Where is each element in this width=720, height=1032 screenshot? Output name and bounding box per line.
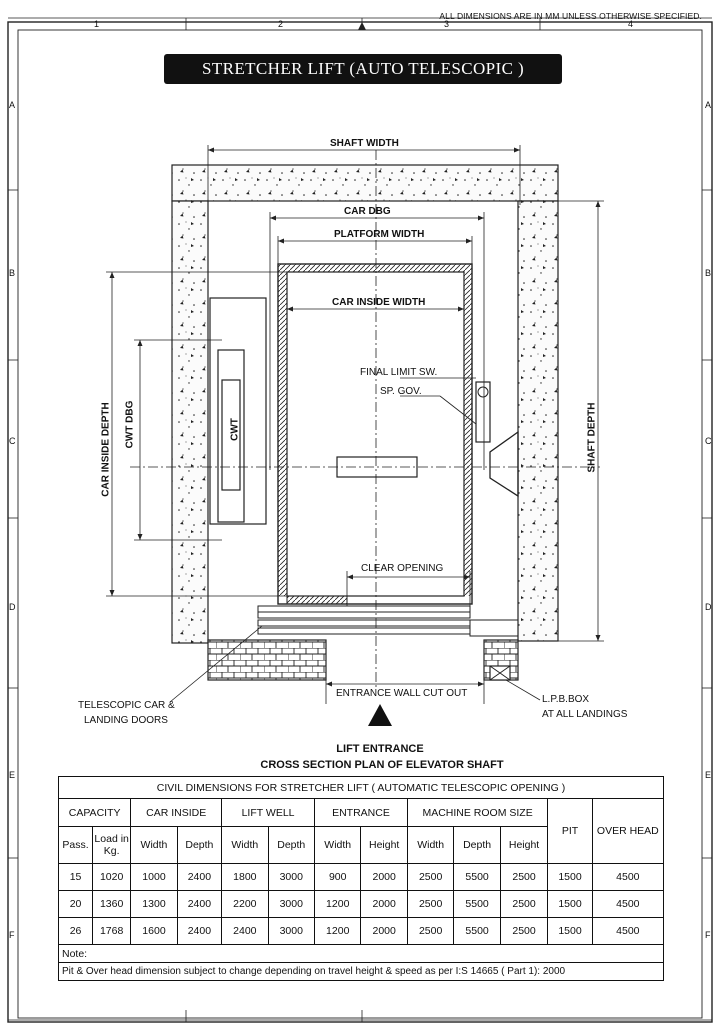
table-cell: 20 <box>59 891 93 918</box>
table-cell: 4500 <box>592 891 663 918</box>
entrance-arrow <box>368 704 392 726</box>
grid-row-e: E <box>9 770 16 780</box>
table-row <box>59 918 664 945</box>
table-cell: 1020 <box>93 864 131 891</box>
table-cell: 2200 <box>222 891 268 918</box>
machine-room-depth-header: Depth <box>454 827 500 864</box>
telescopic-doors-label-2: LANDING DOORS <box>84 715 168 726</box>
shaft-width-label: SHAFT WIDTH <box>330 138 399 149</box>
well-width-header: Width <box>222 827 268 864</box>
machine-room-width-header: Width <box>407 827 453 864</box>
table-cell: 1200 <box>315 891 361 918</box>
grid-row-e-right: E <box>705 770 712 780</box>
table-cell: 1200 <box>315 918 361 945</box>
table-cell: 900 <box>315 864 361 891</box>
shaft-wall-right <box>518 201 558 641</box>
table-cell: 2500 <box>407 918 453 945</box>
table-row <box>59 891 664 918</box>
table-cell: 5500 <box>454 864 500 891</box>
machine-room-height-header: Height <box>500 827 547 864</box>
grid-row-f-right: F <box>705 930 711 940</box>
table-cell: 4500 <box>592 918 663 945</box>
note-text: Pit & Over head dimension subject to change depending on travel height & speed as per I:S 14665 ( Part 1): 2000 <box>59 963 664 981</box>
table-note-row <box>59 963 664 981</box>
cwt-label: CWT <box>229 418 241 441</box>
table-cell: 15 <box>59 864 93 891</box>
civil-dimensions-table <box>58 776 664 981</box>
shaft-wall-left <box>172 201 208 643</box>
entrance-height-header: Height <box>361 827 407 864</box>
table-cell: 2500 <box>407 864 453 891</box>
car-inside-width-label: CAR INSIDE WIDTH <box>332 297 426 308</box>
car-inside-depth-label: CAR INSIDE DEPTH <box>100 402 112 497</box>
grid-column-3: 3 <box>444 19 450 29</box>
shaft-depth-label: SHAFT DEPTH <box>586 402 598 473</box>
center-mark-top <box>358 22 366 30</box>
table-cell: 1600 <box>131 918 177 945</box>
table-cell: 1500 <box>548 891 592 918</box>
table-cell: 26 <box>59 918 93 945</box>
table-cell: 5500 <box>454 918 500 945</box>
table-title-row <box>59 777 664 799</box>
car-dbg-label: CAR DBG <box>344 206 391 217</box>
table-group-header-row <box>59 799 664 827</box>
table-cell: 5500 <box>454 891 500 918</box>
table-cell: 1000 <box>131 864 177 891</box>
dimension-units-note: ALL DIMENSIONS ARE IN MM UNLESS OTHERWISE SPECIFIED. <box>439 11 702 21</box>
car-width-header: Width <box>131 827 177 864</box>
lpb-box-label-1: L.P.B.BOX <box>542 694 590 705</box>
car-outer <box>278 264 472 604</box>
note-label: Note: <box>59 945 664 963</box>
table-cell: 4500 <box>592 864 663 891</box>
entrance-width-header: Width <box>315 827 361 864</box>
table-cell: 3000 <box>268 864 314 891</box>
entrance-header: ENTRANCE <box>315 799 408 827</box>
speed-governor-label: SP. GOV. <box>380 386 422 397</box>
table-row <box>59 864 664 891</box>
grid-row-b-right: B <box>705 268 712 278</box>
grid-row-b: B <box>9 268 16 278</box>
well-depth-header: Depth <box>268 827 314 864</box>
entrance-wall-left <box>208 640 326 680</box>
platform-width-label: PLATFORM WIDTH <box>334 229 425 240</box>
final-limit-switch-label: FINAL LIMIT SW. <box>360 367 438 378</box>
telescopic-doors <box>258 606 470 634</box>
table-cell: 2400 <box>177 891 221 918</box>
table-cell: 1360 <box>93 891 131 918</box>
pit-header: PIT <box>548 799 592 864</box>
table-cell: 2500 <box>500 864 547 891</box>
grid-column-2: 2 <box>278 19 284 29</box>
telescopic-doors-label-1: TELESCOPIC CAR & <box>78 700 175 711</box>
table-cell: 2500 <box>500 891 547 918</box>
entrance-wall-label: ENTRANCE WALL CUT OUT <box>336 688 468 699</box>
lpb-box-label-2: AT ALL LANDINGS <box>542 709 628 720</box>
table-cell: 1768 <box>93 918 131 945</box>
grid-column-4: 4 <box>628 19 634 29</box>
car-rail-bracket <box>490 432 518 496</box>
table-cell: 1300 <box>131 891 177 918</box>
cwt-dbg-label: CWT DBG <box>124 400 136 449</box>
table-cell: 2000 <box>361 918 407 945</box>
car-inner <box>287 272 464 596</box>
table-cell: 3000 <box>268 918 314 945</box>
table-title: CIVIL DIMENSIONS FOR STRETCHER LIFT ( AUTOMATIC TELESCOPIC OPENING ) <box>59 777 664 799</box>
overhead-header: OVER HEAD <box>592 799 663 864</box>
grid-row-d: D <box>9 602 16 612</box>
table-cell: 2500 <box>407 891 453 918</box>
car-depth-header: Depth <box>177 827 221 864</box>
shaft-wall-top <box>172 165 558 201</box>
table-cell: 2000 <box>361 891 407 918</box>
table-cell: 1500 <box>548 864 592 891</box>
table-cell: 2400 <box>177 918 221 945</box>
table-cell: 3000 <box>268 891 314 918</box>
table-cell: 1500 <box>548 918 592 945</box>
grid-row-c: C <box>9 436 16 446</box>
table-cell: 2500 <box>500 918 547 945</box>
title-banner: STRETCHER LIFT (AUTO TELESCOPIC ) <box>164 54 562 84</box>
table-note-label-row <box>59 945 664 963</box>
table-cell: 2400 <box>177 864 221 891</box>
clear-opening-label: CLEAR OPENING <box>361 563 444 574</box>
grid-row-a-right: A <box>705 100 712 110</box>
machine-room-header: MACHINE ROOM SIZE <box>407 799 547 827</box>
load-header: Load in Kg. <box>93 827 131 864</box>
grid-row-a: A <box>9 100 16 110</box>
table-cell: 2400 <box>222 918 268 945</box>
car-sill <box>287 596 347 604</box>
cross-section-title: CROSS SECTION PLAN OF ELEVATOR SHAFT <box>260 759 504 771</box>
grid-row-c-right: C <box>705 436 712 446</box>
pass-header: Pass. <box>59 827 93 864</box>
table-cell: 1800 <box>222 864 268 891</box>
capacity-header: CAPACITY <box>59 799 131 827</box>
grid-row-f: F <box>9 930 15 940</box>
lift-entrance-label: LIFT ENTRANCE <box>336 743 424 755</box>
grid-row-d-right: D <box>705 602 712 612</box>
lift-well-header: LIFT WELL <box>222 799 315 827</box>
grid-column-1: 1 <box>94 19 100 29</box>
car-inside-header: CAR INSIDE <box>131 799 222 827</box>
table-cell: 2000 <box>361 864 407 891</box>
